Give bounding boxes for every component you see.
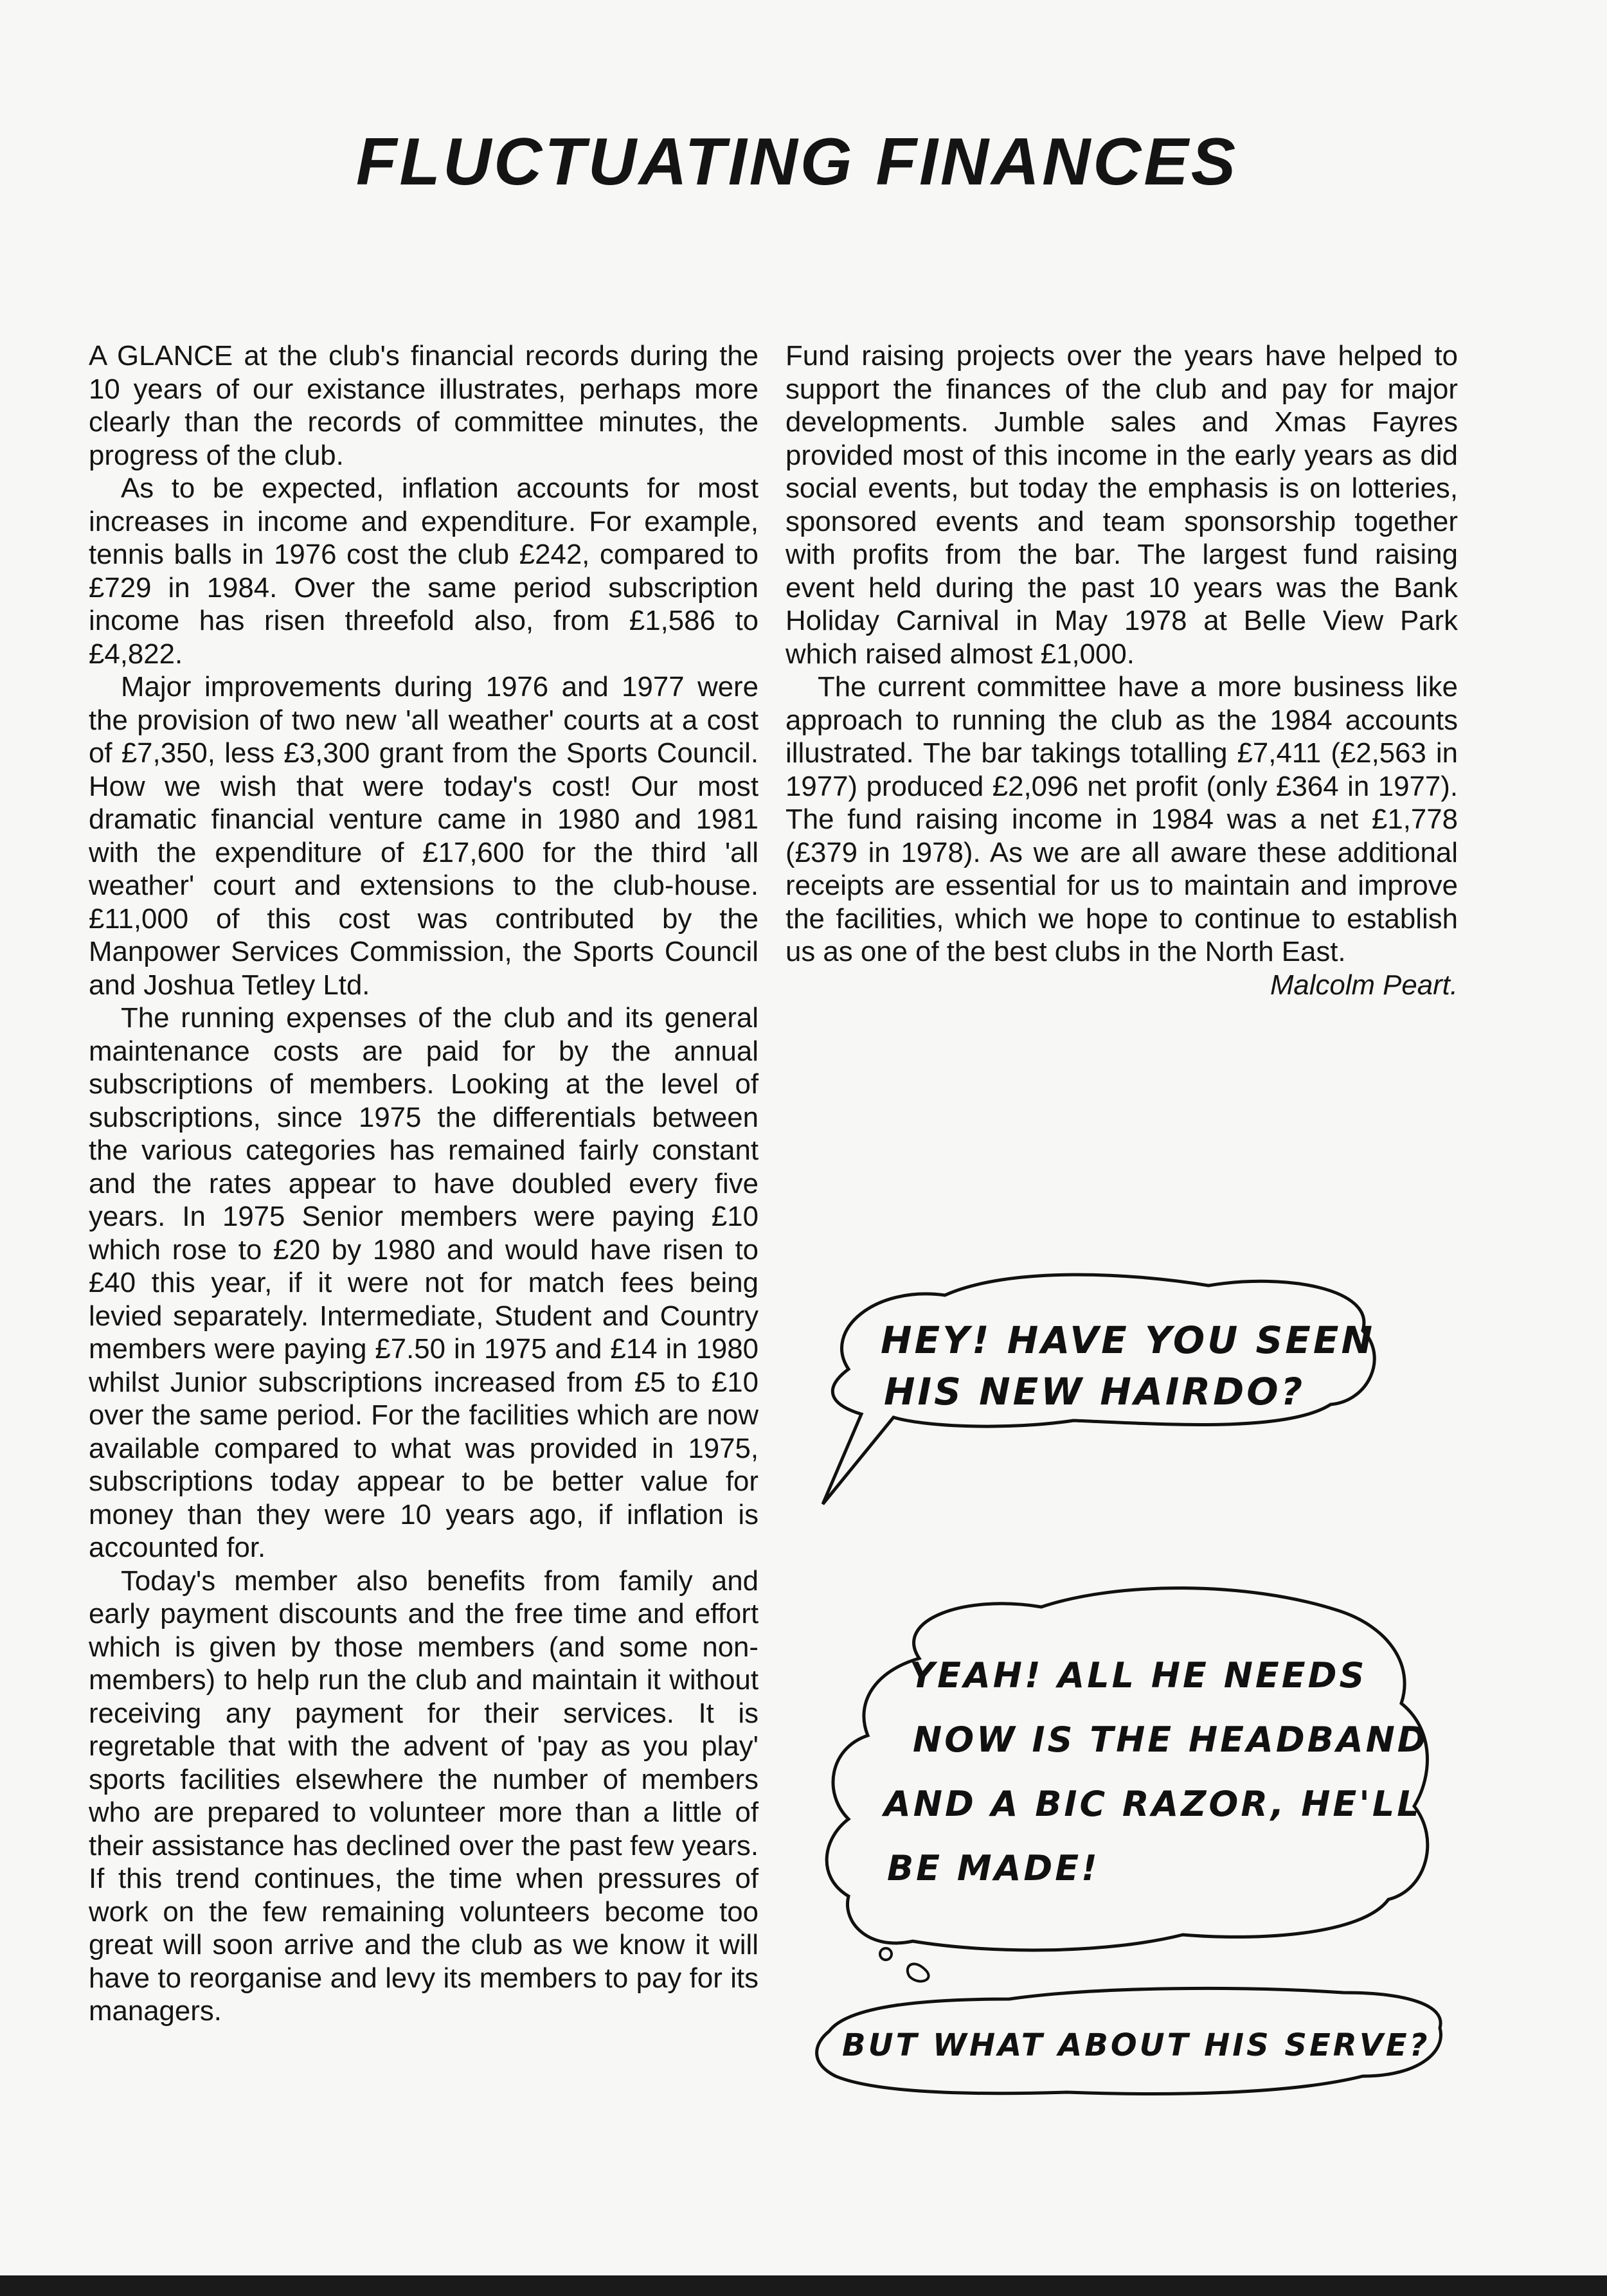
left-column — [89, 339, 759, 2028]
speech-bubble-2 — [827, 1588, 1428, 1982]
bubble-2-line-2: NOW IS THE HEADBAND — [913, 1719, 1429, 1760]
bubble-2-line-4: BE MADE! — [887, 1848, 1100, 1888]
bubble-2-line-3: AND A BIC RAZOR, HE'LL — [884, 1784, 1422, 1824]
paragraph: Major improvements during 1976 and 1977 were the provision of two new 'all weather' courts at a cost of £7,350, less £3,300 grant from the Sports Council. How we wish that were today's cost! Our most dramatic financial venture came in 1980 and 1981 with the expenditure of £17,600 for the third 'all weather' court and extensions to the club-house. £11,000 of this cost was contributed by the Manpower Services Commission, the Sports Council and Joshua Tetley Ltd. — [89, 671, 759, 1001]
paragraph: Today's member also benefits from family and early payment discounts and the free time and effort which is given by those members (and some non-members) to help run the club and maintain it without receiving any payment for their services. It is regretable that with the advent of 'pay as you play' sports facilities elsewhere the number of members who are prepared to volunteer more than a little of their assistance has declined over the past few years. If this trend continues, the time when pressures of work on the few remaining volunteers become too great will soon arrive and the club as we know it will have to reorganise and levy its members to pay for its managers. — [89, 1565, 759, 2027]
paragraph: Fund raising projects over the years have helped to support the finances of the club and pay for major developments. Jumble sales and Xmas Fayres provided most of this income in the early years as did social events, but today the emphasis is on lotteries, sponsored events and team sponsorship together with profits from the bar. The largest fund raising event held during the past 10 years was the Bank Holiday Carnival in May 1978 at Belle View Park which raised almost £1,000. — [786, 340, 1458, 670]
paragraph: As to be expected, inflation accounts for most increases in income and expenditure. For example, tennis balls in 1976 cost the club £242, compared to £729 in 1984. Over the same period subscription income has risen threefold also, from £1,586 to £4,822. — [89, 472, 759, 670]
paragraph: The running expenses of the club and its general maintenance costs are paid for by the annual subscriptions of members. Looking at the level of subscriptions, since 1975 the differentials between the various categories has remained fairly constant and the rates appear to have doubled every five years. In 1975 Senior members were paying £10 which rose to £20 by 1980 and would have risen to £40 this year, if it were not for match fees being levied separately. Intermediate, Student and Country members were paying £7.50 in 1975 and £14 in 1980 whilst Junior subscriptions increased from £5 to £10 over the same period. For the facilities which are now available compared to what was provided in 1975, subscriptions today appear to be better value for money than they were 10 years ago, if inflation is accounted for. — [89, 1002, 759, 1563]
bubble-1-line-2: HIS NEW HAIRDO? — [884, 1370, 1306, 1413]
author-signature: Malcolm Peart. — [1270, 969, 1458, 1001]
cartoon-speech-bubbles — [797, 1260, 1472, 2121]
right-column — [786, 339, 1458, 1001]
bubble-2-line-1: YEAH! ALL HE NEEDS — [910, 1655, 1367, 1696]
paragraph: A GLANCE at the club's financial records during the 10 years of our existance illustrates, perhaps more clearly than the records of committee minutes, the progress of the club. — [89, 340, 759, 471]
page-title: FLUCTUATING FINANCES — [355, 125, 1239, 199]
paragraph: The current committee have a more business like approach to running the club as the 1984 accounts illustrated. The bar takings totalling £7,411 (£2,563 in 1977) produced £2,096 net profit (only £364 in 1977). The fund raising income in 1984 was a net £1,778 (£379 in 1978). As we are all aware these additional receipts are essential for us to maintain and improve the facilities, which we hope to continue to establish us as one of the best clubs in the North East. — [786, 671, 1458, 967]
bubble-3-text: BUT WHAT ABOUT HIS SERVE? — [842, 2027, 1430, 2063]
speech-bubble-1 — [823, 1275, 1375, 1504]
speech-bubble-3 — [817, 1988, 1441, 2094]
bubble-1-line-1: HEY! HAVE YOU SEEN — [881, 1318, 1376, 1362]
page-bottom-edge — [0, 2275, 1607, 2296]
